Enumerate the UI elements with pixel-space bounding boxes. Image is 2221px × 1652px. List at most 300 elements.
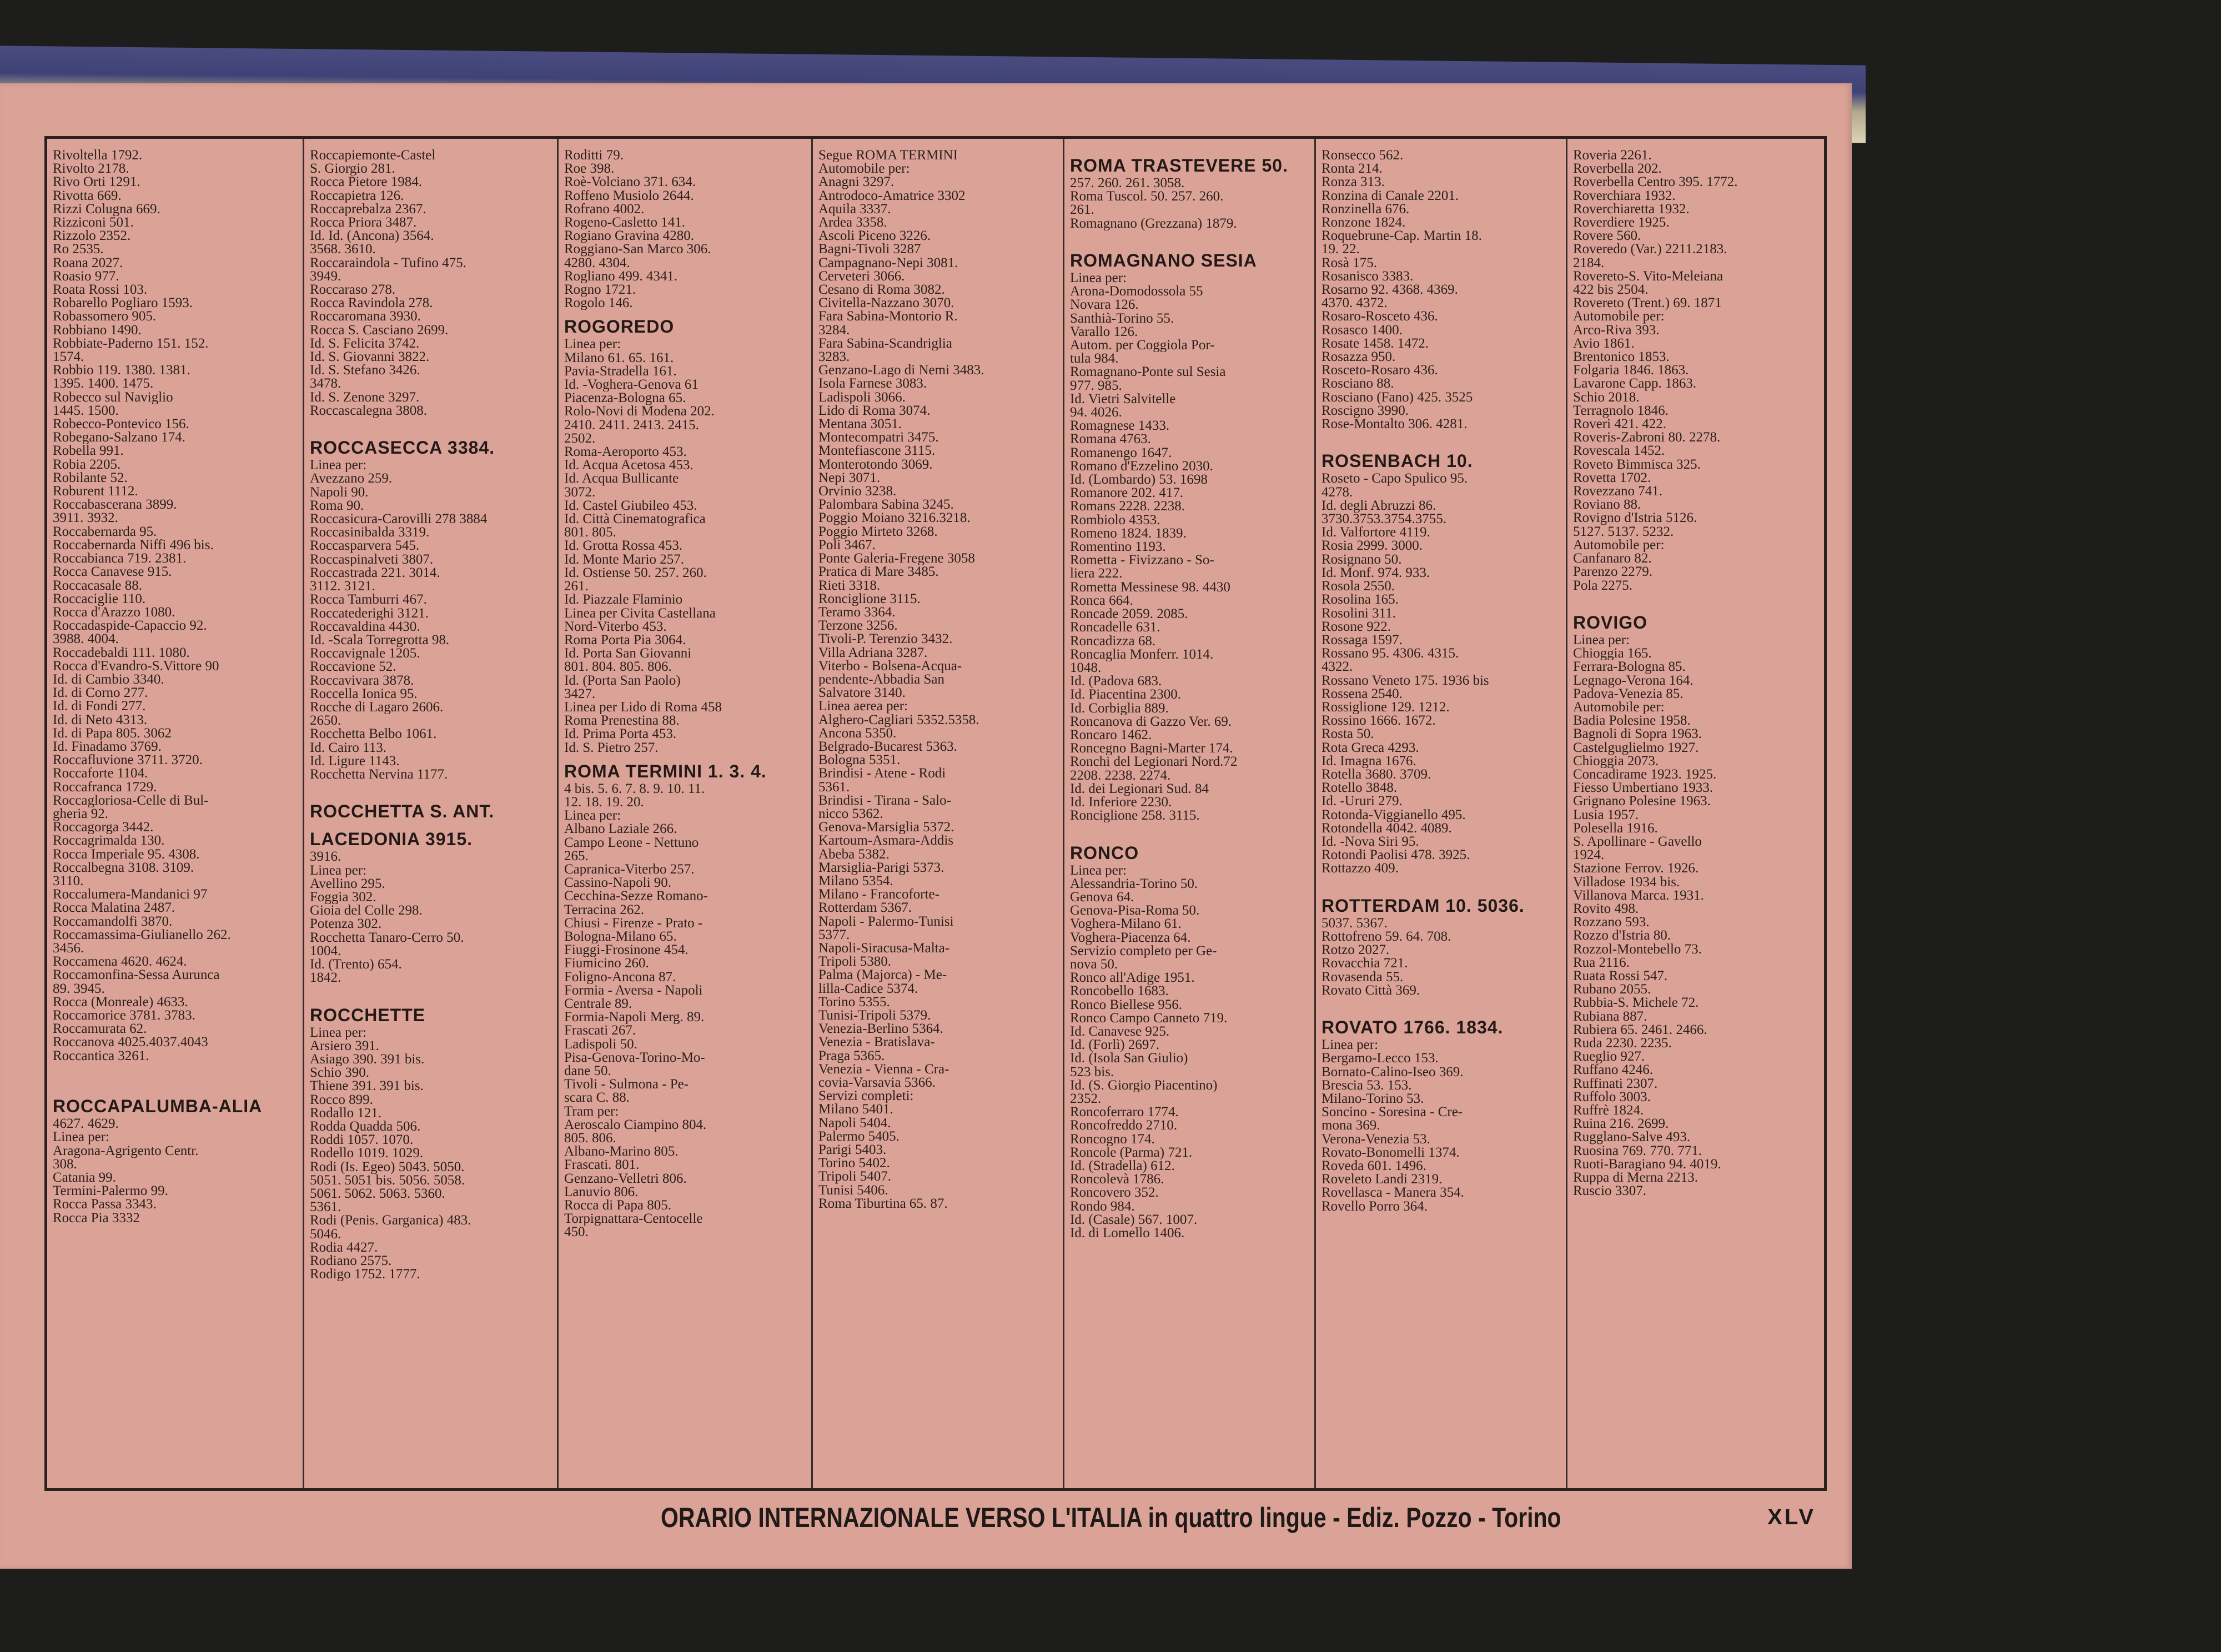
- index-entry: Ronzone 1824.: [1321, 216, 1406, 230]
- index-entry: Roccabianca 719. 2381.: [53, 552, 187, 566]
- index-entry: lilla-Cadice 5374.: [818, 982, 918, 996]
- index-entry: [310, 781, 551, 795]
- index-entry: Rodia 4427.: [310, 1241, 378, 1255]
- index-entry: 450.: [564, 1226, 589, 1239]
- index-entry: Roncole (Parma) 721.: [1070, 1146, 1193, 1160]
- index-entry: Montefiascone 3115.: [818, 444, 936, 458]
- index-entry: 2502.: [564, 431, 596, 446]
- station-heading: ROVATO 1766. 1834.: [1321, 1017, 1504, 1038]
- index-entry: Ponte Galeria-Fregene 3058: [818, 552, 975, 566]
- index-entry: Roccella Ionica 95.: [310, 687, 418, 701]
- index-entry: 261.: [1070, 203, 1094, 217]
- index-entry: 977. 985.: [1070, 379, 1122, 393]
- index-entry: Roncovero 352.: [1070, 1186, 1159, 1200]
- index-entry: 5037. 5367.: [1321, 916, 1388, 930]
- index-entry: Roma-Aeroporto 453.: [564, 445, 687, 459]
- index-entry: Rocchetta Belbo 1061.: [310, 727, 437, 741]
- index-entry: Roncaglia Monferr. 1014.: [1070, 647, 1214, 661]
- index-entry: Roccasicura-Carovilli 278 3884: [310, 513, 488, 526]
- index-entry: Rodi (Is. Egeo) 5043. 5050.: [310, 1160, 465, 1174]
- index-entry: 3478.: [310, 377, 341, 391]
- index-entry: Roncade 2059. 2085.: [1070, 607, 1188, 621]
- index-entry: Rocca (Monreale) 4633.: [53, 995, 188, 1009]
- index-entry: Ladispoli 3066.: [818, 390, 906, 404]
- index-entry: Roma Tiburtina 65. 87.: [818, 1197, 948, 1211]
- index-entry: Polesella 1916.: [1573, 821, 1658, 835]
- index-entry: Id. Castel Giubileo 453.: [564, 499, 697, 513]
- index-entry: Roma Porta Pia 3064.: [564, 633, 686, 647]
- index-entry: Rotondi Paolisi 478. 3925.: [1321, 848, 1470, 862]
- index-entry: Roccadaspide-Capaccio 92.: [53, 619, 207, 633]
- index-entry: 4322.: [1321, 660, 1353, 674]
- index-entry: Montecompatri 3475.: [818, 431, 939, 445]
- index-entry: Schio 390.: [310, 1066, 369, 1080]
- station-heading: ROMA TERMINI 1. 3. 4.: [564, 761, 767, 781]
- index-entry: Chioggia 2073.: [1573, 754, 1659, 768]
- index-entry: 4370. 4372.: [1321, 297, 1388, 310]
- index-entry: Rossano 95. 4306. 4315.: [1321, 647, 1459, 661]
- index-entry: Id. S. Zenone 3297.: [310, 390, 420, 404]
- index-entry: Rubbia-S. Michele 72.: [1573, 996, 1699, 1010]
- index-entry: Roccavignale 1205.: [310, 647, 420, 661]
- index-entry: Cassino-Napoli 90.: [564, 876, 672, 890]
- index-entry: Badia Polesine 1958.: [1573, 714, 1691, 728]
- index-entry: Tripoli 5407.: [818, 1170, 892, 1184]
- index-entry: Pisa-Genova-Torino-Mo-: [564, 1051, 705, 1064]
- index-entry: Id. di Cambio 3340.: [53, 672, 164, 687]
- index-entry: Milano 61. 65. 161.: [564, 351, 674, 365]
- index-entry: Roverchiaretta 1932.: [1573, 202, 1690, 217]
- index-entry: Roccamonfina-Sessa Aurunca: [53, 968, 220, 982]
- index-entry: Roveri 421. 422.: [1573, 418, 1667, 431]
- index-entry: dane 50.: [564, 1064, 611, 1078]
- index-entry: Roverdiere 1925.: [1573, 216, 1670, 230]
- index-entry: Schio 2018.: [1573, 390, 1640, 404]
- index-entry: Ruda 2230. 2235.: [1573, 1037, 1672, 1051]
- index-entry: nicco 5362.: [818, 807, 883, 821]
- index-entry: Albano-Marino 805.: [564, 1145, 679, 1159]
- index-entry: Romagnano-Ponte sul Sesia: [1070, 365, 1226, 379]
- index-column-6: [1316, 149, 1566, 1478]
- index-entry: Fiesso Umbertiano 1933.: [1573, 781, 1714, 795]
- index-entry: 265.: [564, 849, 589, 863]
- index-entry: Romans 2228. 2238.: [1070, 500, 1185, 514]
- index-entry: Genzano-Lago di Nemi 3483.: [818, 364, 984, 378]
- index-entry: Rovito 498.: [1573, 902, 1639, 916]
- index-entry: Id. -Nova Siri 95.: [1321, 835, 1419, 849]
- index-entry: Rotterdam 5367.: [818, 901, 912, 915]
- index-entry: Rossino 1666. 1672.: [1321, 714, 1436, 728]
- index-entry: Foligno-Ancona 87.: [564, 970, 676, 984]
- index-entry: Torino 5355.: [818, 995, 890, 1009]
- index-entry: Terracina 262.: [564, 903, 645, 917]
- station-heading: ROCCHETTA S. ANT.: [310, 801, 495, 822]
- index-entry: [53, 1063, 297, 1076]
- index-entry: 4 bis. 5. 6. 7. 8. 9. 10. 11.: [564, 782, 705, 796]
- index-entry: Ancona 5350.: [818, 726, 897, 740]
- index-entry: Linea per:: [1070, 272, 1127, 285]
- index-entry: Roditti 79.: [564, 149, 624, 163]
- index-entry: Romano d'Ezzelino 2030.: [1070, 459, 1213, 474]
- index-entry: Poggio Mirteto 3268.: [818, 525, 938, 539]
- index-entry: Rogliano 499. 4341.: [564, 269, 678, 284]
- index-entry: Roccamurata 62.: [53, 1022, 147, 1036]
- index-entry: Rossaga 1597.: [1321, 633, 1403, 647]
- index-entry: Teramo 3364.: [818, 605, 896, 620]
- index-entry: Id. -Scala Torregrotta 98.: [310, 633, 450, 647]
- index-entry: tula 984.: [1070, 352, 1119, 366]
- index-entry: Fiumicino 260.: [564, 957, 649, 971]
- index-entry: 1004.: [310, 944, 341, 958]
- station-heading: ROMA TRASTEVERE 50.: [1070, 155, 1288, 175]
- index-entry: Rosceto-Rosaro 436.: [1321, 364, 1438, 378]
- index-entry: 3949.: [310, 269, 341, 284]
- index-entry: Id. (Lombardo) 53. 1698: [1070, 473, 1208, 487]
- index-entry: Milano-Torino 53.: [1321, 1092, 1424, 1106]
- index-entry: Castelguglielmo 1927.: [1573, 741, 1699, 755]
- index-entry: Roseto - Capo Spulico 95.: [1321, 472, 1468, 486]
- index-entry: Arsiero 391.: [310, 1039, 379, 1053]
- index-entry: Rocca S. Casciano 2699.: [310, 323, 449, 337]
- index-entry: Ardea 3358.: [818, 216, 887, 230]
- index-entry: Rocca Pietore 1984.: [310, 175, 423, 189]
- index-entry: Roana 2027.: [53, 256, 123, 270]
- index-entry: 1445. 1500.: [53, 404, 119, 418]
- index-entry: Bagni-Tivoli 3287: [818, 243, 921, 257]
- index-column-2: [304, 149, 557, 1478]
- index-entry: 19. 22.: [1321, 243, 1360, 257]
- index-entry: Rozzol-Montebello 73.: [1573, 942, 1702, 956]
- index-entry: 5361.: [818, 780, 850, 794]
- index-entry: 308.: [53, 1157, 77, 1172]
- index-entry: 261.: [564, 580, 589, 594]
- index-entry: 3427.: [564, 687, 596, 701]
- index-entry: Id. Valfortore 4119.: [1321, 526, 1430, 540]
- index-entry: nova 50.: [1070, 957, 1118, 972]
- index-entry: Roccasparvera 545.: [310, 539, 420, 553]
- index-entry: [310, 985, 551, 998]
- index-entry: Genova-Marsiglia 5372.: [818, 821, 954, 835]
- index-entry: Orvinio 3238.: [818, 485, 897, 499]
- index-entry: Rotzo 2027.: [1321, 943, 1390, 957]
- index-entry: Id. di Lomello 1406.: [1070, 1227, 1185, 1241]
- index-entry: Roburent 1112.: [53, 485, 138, 499]
- index-entry: Ruppa di Merna 2213.: [1573, 1171, 1698, 1185]
- index-entry: Terzone 3256.: [818, 619, 898, 633]
- index-entry: Rosarno 92. 4368. 4369.: [1321, 283, 1458, 297]
- index-entry: Rocca Malatina 2487.: [53, 901, 175, 915]
- index-entry: Ruffolo 3003.: [1573, 1090, 1651, 1104]
- index-entry: Rocca Pia 3332: [53, 1211, 140, 1225]
- index-entry: Palma (Majorca) - Me-: [818, 968, 947, 982]
- index-entry: Avio 1861.: [1573, 337, 1635, 351]
- index-entry: Brentonico 1853.: [1573, 350, 1670, 364]
- index-entry: Rosciano (Fano) 425. 3525: [1321, 390, 1473, 404]
- index-entry: Fiuggi-Frosinone 454.: [564, 943, 689, 957]
- station-heading: RONCO: [1070, 842, 1139, 863]
- index-entry: Roncegno Bagni-Marter 174.: [1070, 742, 1233, 756]
- index-entry: Roggiano-San Marco 306.: [564, 243, 711, 257]
- index-entry: Roè-Volciano 371. 634.: [564, 175, 696, 189]
- index-entry: Rovato-Bonomelli 1374.: [1321, 1146, 1460, 1160]
- index-entry: Rondo 984.: [1070, 1199, 1135, 1213]
- station-heading: ROTTERDAM 10. 5036.: [1321, 895, 1525, 916]
- index-entry: Ronzina di Canale 2201.: [1321, 189, 1459, 203]
- index-entry: pendente-Abbadia San: [818, 672, 945, 687]
- index-column-5: [1064, 149, 1314, 1478]
- index-entry: Roccavione 52.: [310, 660, 396, 674]
- index-entry: Rosolini 311.: [1321, 606, 1396, 620]
- index-entry: Bagnoli di Sopra 1963.: [1573, 727, 1702, 741]
- index-entry: [1321, 431, 1560, 444]
- index-entry: Rivoltella 1792.: [53, 149, 143, 163]
- index-entry: Roccatederighi 3121.: [310, 606, 429, 620]
- index-entry: Id. (Isola San Giulio): [1070, 1052, 1188, 1066]
- index-entry: Id. Ligure 1143.: [310, 754, 400, 768]
- index-entry: Rovigno d'Istria 5126.: [1573, 511, 1697, 525]
- index-entry: Roncoferraro 1774.: [1070, 1106, 1179, 1119]
- index-entry: Nepi 3071.: [818, 471, 881, 485]
- index-entry: Rota Greca 4293.: [1321, 741, 1419, 755]
- index-entry: 3283.: [818, 350, 850, 364]
- index-entry: Arco-Riva 393.: [1573, 323, 1660, 337]
- index-entry: Id. Prima Porta 453.: [564, 727, 677, 741]
- index-entry: Ferrara-Bologna 85.: [1573, 660, 1686, 674]
- index-entry: Ronca 664.: [1070, 594, 1133, 608]
- index-entry: Cecchina-Sezze Romano-: [564, 890, 708, 903]
- index-entry: Rovere 560.: [1573, 229, 1641, 243]
- index-entry: Roata Rossi 103.: [53, 283, 148, 297]
- index-entry: 4278.: [1321, 485, 1353, 499]
- index-entry: Rogolo 146.: [564, 297, 633, 310]
- index-entry: Rovello Porro 364.: [1321, 1199, 1428, 1213]
- index-entry: 4627. 4629.: [53, 1117, 119, 1131]
- index-entry: Automobile per:: [818, 162, 910, 176]
- index-entry: Ruffinati 2307.: [1573, 1077, 1658, 1091]
- index-entry: Roccaciglie 110.: [53, 592, 146, 606]
- index-entry: Viterbo - Bolsena-Acqua-: [818, 659, 962, 673]
- index-entry: Varallo 126.: [1070, 325, 1138, 339]
- index-entry: 2650.: [310, 714, 341, 728]
- index-entry: Pratica di Mare 3485.: [818, 565, 939, 579]
- index-entry: Roverchiara 1932.: [1573, 189, 1676, 203]
- index-entry: Rueglio 927.: [1573, 1050, 1645, 1064]
- index-entry: Villa Adriana 3287.: [818, 646, 928, 660]
- index-entry: Avellino 295.: [310, 877, 385, 891]
- index-entry: Parenzo 2279.: [1573, 565, 1653, 579]
- index-entry: Id. (Stradella) 612.: [1070, 1159, 1175, 1173]
- index-entry: Asiago 390. 391 bis.: [310, 1052, 425, 1067]
- index-entry: Isola Farnese 3083.: [818, 377, 927, 391]
- index-entry: Ronco all'Adige 1951.: [1070, 971, 1195, 985]
- index-entry: Brindisi - Tirana - Salo-: [818, 794, 951, 807]
- index-entry: Rovescala 1452.: [1573, 444, 1665, 458]
- index-entry: Automobile per:: [1573, 310, 1665, 324]
- index-entry: Id. (Casale) 567. 1007.: [1070, 1213, 1198, 1227]
- index-entry: Roncobello 1683.: [1070, 985, 1169, 998]
- index-entry: Rivo Orti 1291.: [53, 175, 140, 189]
- index-entry: 5046.: [310, 1227, 341, 1241]
- index-entry: Roveda 601. 1496.: [1321, 1159, 1426, 1173]
- index-entry: Rombiolo 4353.: [1070, 513, 1160, 527]
- index-entry: 3911. 3932.: [53, 511, 118, 525]
- index-entry: Rocchetta Nervina 1177.: [310, 767, 448, 782]
- index-entry: Fara Sabina-Montorio R.: [818, 310, 958, 324]
- index-entry: Id. (S. Giorgio Piacentino): [1070, 1078, 1218, 1092]
- index-entry: Rodallo 121.: [310, 1106, 382, 1120]
- index-entry: Roncogno 174.: [1070, 1132, 1155, 1146]
- index-entry: Verona-Venezia 53.: [1321, 1132, 1430, 1146]
- index-entry: Romanore 202. 417.: [1070, 486, 1184, 500]
- index-entry: Id. Canavese 925.: [1070, 1025, 1170, 1039]
- index-entry: Chioggia 165.: [1573, 647, 1652, 661]
- index-entry: Belgrado-Bucarest 5363.: [818, 740, 957, 754]
- index-entry: Roe 398.: [564, 162, 615, 176]
- index-entry: Linea per:: [1321, 1038, 1379, 1052]
- index-entry: Fara Sabina-Scandriglia: [818, 337, 952, 351]
- index-entry: Rieti 3318.: [818, 579, 881, 592]
- index-entry: Robilante 52.: [53, 471, 128, 485]
- index-entry: Id. Corbiglia 889.: [1070, 701, 1169, 715]
- index-entry: Ronco Campo Canneto 719.: [1070, 1011, 1228, 1025]
- index-entry: Formia - Aversa - Napoli: [564, 983, 703, 997]
- index-entry: Linea per Civita Castellana: [564, 606, 716, 620]
- index-entry: Roccamandolfi 3870.: [53, 915, 173, 928]
- index-entry: Roncofreddo 2710.: [1070, 1119, 1178, 1133]
- index-entry: Id. Finadamo 3769.: [53, 740, 162, 754]
- index-entry: Roncadelle 631.: [1070, 621, 1160, 635]
- index-entry: Rosanisco 3383.: [1321, 269, 1414, 284]
- index-entry: Rodigo 1752. 1777.: [310, 1268, 420, 1282]
- index-entry: Mentana 3051.: [818, 418, 902, 431]
- index-entry: Id. -Voghera-Genova 61: [564, 378, 699, 392]
- index-entry: Roquebrune-Cap. Martin 18.: [1321, 229, 1482, 243]
- index-entry: Robecco-Pontevico 156.: [53, 418, 189, 431]
- index-entry: Rozzano 593.: [1573, 916, 1650, 930]
- index-entry: Roma Tuscol. 50. 257. 260.: [1070, 190, 1224, 204]
- index-entry: Brescia 53. 153.: [1321, 1078, 1412, 1092]
- index-entry: Roccaraindola - Tufino 475.: [310, 256, 466, 270]
- index-entry: Rotonda-Viggianello 495.: [1321, 808, 1466, 822]
- index-entry: 5061. 5062. 5063. 5360.: [310, 1187, 445, 1201]
- index-entry: 2208. 2238. 2274.: [1070, 769, 1171, 782]
- index-entry: Thiene 391. 391 bis.: [310, 1079, 424, 1093]
- index-entry: Ronzinella 676.: [1321, 202, 1410, 217]
- index-entry: Id. -Ururi 279.: [1321, 795, 1403, 809]
- index-entry: Roncaro 1462.: [1070, 728, 1152, 742]
- index-entry: Genova 64.: [1070, 890, 1134, 905]
- index-entry: 2184.: [1573, 256, 1605, 270]
- index-entry: Id. Imagna 1676.: [1321, 754, 1416, 768]
- station-heading: LACEDONIA 3915.: [310, 829, 473, 850]
- index-entry: Roviano 88.: [1573, 498, 1641, 512]
- index-entry: Antrodoco-Amatrice 3302: [818, 189, 966, 203]
- page-footer: [44, 1499, 1827, 1538]
- index-entry: S. Giorgio 281.: [310, 162, 395, 176]
- index-entry: Ro 2535.: [53, 243, 104, 257]
- index-entry: Bergamo-Lecco 153.: [1321, 1052, 1439, 1066]
- index-entry: Rocche di Lagaro 2606.: [310, 700, 444, 715]
- index-entry: Nord-Viterbo 453.: [564, 620, 667, 634]
- index-entry: Genova-Pisa-Roma 50.: [1070, 904, 1200, 918]
- index-entry: Rocco 899.: [310, 1093, 373, 1107]
- index-entry: Tivoli-P. Terenzio 3432.: [818, 632, 953, 646]
- index-entry: Rose-Montalto 306. 4281.: [1321, 418, 1468, 431]
- index-entry: 1842.: [310, 971, 341, 985]
- index-entry: Palombara Sabina 3245.: [818, 498, 954, 512]
- index-entry: Id. S. Stefano 3426.: [310, 364, 420, 378]
- index-entry: Ruosina 769. 770. 771.: [1573, 1144, 1702, 1158]
- index-entry: 3112. 3121.: [310, 580, 375, 594]
- index-entry: Rosazza 950.: [1321, 350, 1396, 364]
- index-entry: Napoli - Palermo-Tunisi: [818, 915, 954, 928]
- index-entry: Rosola 2550.: [1321, 580, 1395, 594]
- index-entry: Ronza 313.: [1321, 175, 1385, 189]
- index-entry: Monterotondo 3069.: [818, 458, 933, 471]
- index-entry: 257. 260. 261. 3058.: [1070, 177, 1185, 190]
- index-entry: Linea per:: [310, 863, 367, 877]
- index-entry: Roccantica 3261.: [53, 1049, 149, 1063]
- index-entry: gheria 92.: [53, 807, 108, 821]
- index-entry: Roccacasale 88.: [53, 579, 143, 592]
- index-entry: Legnago-Verona 164.: [1573, 674, 1694, 687]
- index-entry: 3916.: [310, 850, 341, 864]
- index-entry: Roccagloriosa-Celle di Bul-: [53, 794, 209, 807]
- index-entry: Rovereto-S. Vito-Meleiana: [1573, 269, 1723, 284]
- index-entry: Aragona-Agrigento Centr.: [53, 1144, 199, 1158]
- index-entry: Concadirame 1923. 1925.: [1573, 767, 1717, 782]
- index-entry: Napoli-Siracusa-Malta-: [818, 941, 950, 956]
- index-entry: 94. 4026.: [1070, 406, 1122, 420]
- index-entry: Voghera-Milano 61.: [1070, 917, 1182, 931]
- index-entry: Romagnano (Grezzana) 1879.: [1070, 217, 1237, 230]
- index-entry: Rovato Città 369.: [1321, 983, 1420, 997]
- index-entry: Frascati 267.: [564, 1024, 636, 1038]
- index-entry: Rogeno-Casletto 141.: [564, 216, 686, 230]
- index-entry: Ruffrè 1824.: [1573, 1104, 1644, 1118]
- index-entry: Rodiano 2575.: [310, 1254, 392, 1268]
- index-entry: Autom. per Coggiola Por-: [1070, 339, 1215, 353]
- index-entry: Roccanova 4025.4037.4043: [53, 1036, 208, 1050]
- index-entry: Villadose 1934 bis.: [1573, 875, 1680, 889]
- index-entry: Frascati. 801.: [564, 1158, 640, 1172]
- index-entry: mona 369.: [1321, 1119, 1380, 1133]
- index-entry: covia-Varsavia 5366.: [818, 1076, 936, 1090]
- index-entry: Robbiate-Paderno 151. 152.: [53, 337, 209, 351]
- index-entry: Ascoli Piceno 3226.: [818, 229, 931, 243]
- index-entry: Rometta - Fivizzano - So-: [1070, 554, 1214, 568]
- index-entry: Lavarone Capp. 1863.: [1573, 377, 1697, 391]
- index-column-3: [559, 149, 811, 1478]
- index-entry: Rocca Ravindola 278.: [310, 297, 433, 310]
- index-entry: Id. Piazzale Flaminio: [564, 593, 683, 607]
- index-entry: Tivoli - Sulmona - Pe-: [564, 1078, 689, 1092]
- index-entry: Rogno 1721.: [564, 283, 636, 297]
- index-entry: Roveleto Landi 2319.: [1321, 1173, 1443, 1187]
- index-entry: Rodello 1019. 1029.: [310, 1147, 424, 1161]
- index-entry: Villanova Marca. 1931.: [1573, 888, 1704, 902]
- index-entry: Bologna-Milano 65.: [564, 930, 677, 944]
- index-entry: Roscigno 3990.: [1321, 404, 1409, 418]
- index-entry: Linea per:: [53, 1131, 110, 1144]
- index-entry: Ronciglione 258. 3115.: [1070, 809, 1200, 823]
- index-entry: Rovetta 1702.: [1573, 471, 1651, 485]
- index-entry: Id. di Fondi 277.: [53, 700, 146, 714]
- index-entry: Romagnese 1433.: [1070, 419, 1170, 433]
- index-entry: Roccaromana 3930.: [310, 310, 421, 324]
- index-entry: 3730.3753.3754.3755.: [1321, 513, 1446, 526]
- index-entry: Id. Città Cinematografica: [564, 513, 706, 526]
